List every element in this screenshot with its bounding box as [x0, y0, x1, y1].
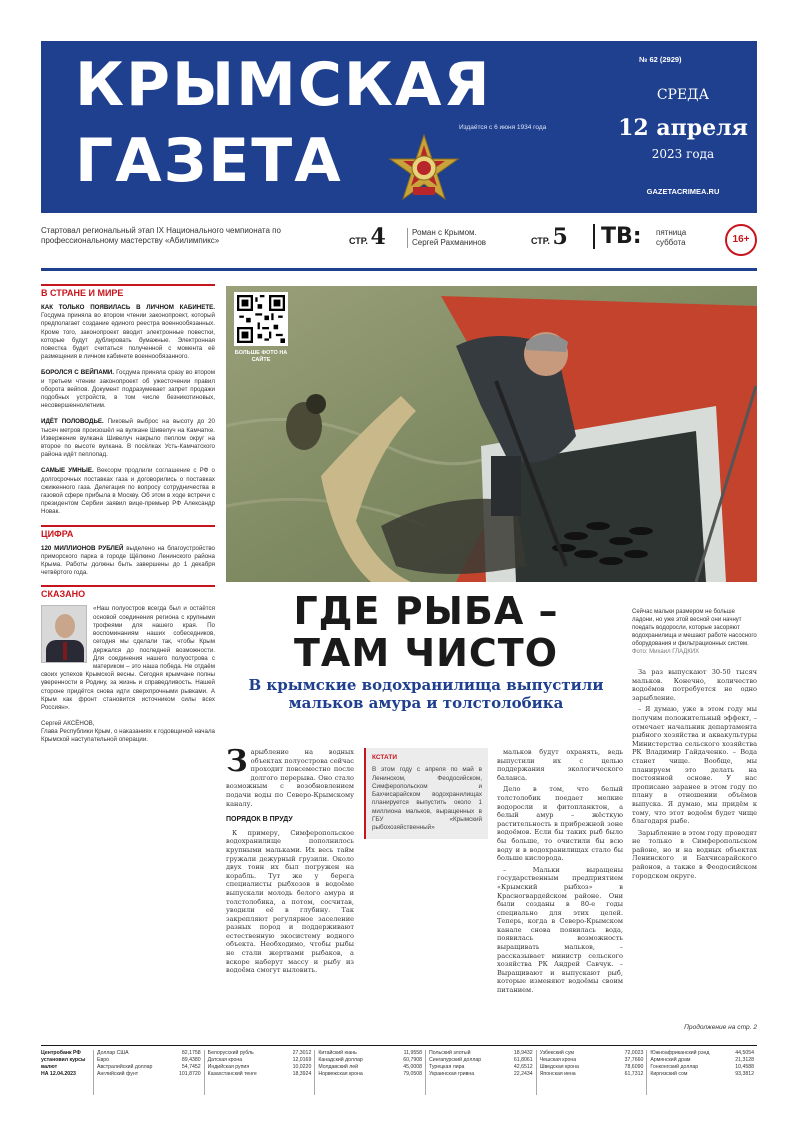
- quote-block: [41, 605, 215, 744]
- author-portrait: [41, 605, 87, 663]
- rate-row: Японская иена 61,7312: [539, 1071, 644, 1077]
- weekday: СРЕДА: [656, 87, 710, 103]
- rate-row: Австралийский доллар 54,7452: [97, 1064, 201, 1070]
- quote-author: Сергей АКСЁНОВ, Глава Республики Крым, о наказаниях к годовщиной начала Крымской наступательной операции.: [41, 720, 215, 744]
- left-column: [41, 284, 215, 744]
- age-rating-badge: 16+: [725, 224, 757, 256]
- quote-text: «Наш полуостров всегда был и остаётся основой соединения региона с крупными трофеями для нашего края. По воспоминаниям наших собеседников, сегодня мы сделали так, чтобы Крым держался до последней возможности. Для соединения нашего полуострова с материком – это наша победа. Не отдаём своих успехов Крымской весны. Сегодня крымчане полны уверенности в Родину, за жизнь и справедливость. Нашей стороне придётся снова идти сверхпрочными рывками. А Крым как фронт становится источником силы всех Россиян».: [41, 605, 215, 711]
- newspaper-title-line1: КРЫМСКАЯ: [75, 50, 492, 120]
- rate-row: Южноафриканский рэнд 44,5054: [650, 1050, 755, 1056]
- teaser-page-4[interactable]: СТР. 4: [349, 224, 386, 250]
- rate-row: Норвежская крона 79,0508: [318, 1071, 423, 1077]
- teaser-page-5[interactable]: СТР. 5: [531, 224, 568, 250]
- order-emblem-icon: [387, 133, 461, 207]
- news-brief: САМЫЕ УМНЫЕ. Вексорм продлили соглашение с РФ о долгосрочных поставках газа и договорились о поставках сжиженного газа. Делегация по вопросу сотрудничества в газовой сфере прибыла в Москву. Об этом в ходе встречи с президентом Сербии заявил вице-премьер РФ Александр Новак.: [41, 467, 215, 516]
- teaser-abilympics[interactable]: Стартовал региональный этап IX Национального чемпионата по профессиональному мастерству «Абилимпикс»: [41, 226, 281, 245]
- rate-row: Датская крона 12,0169: [207, 1057, 312, 1063]
- rates-column: [536, 1050, 647, 1095]
- news-brief: БОРОЛСЯ С ВЕЙПАМИ. Госдума приняла сразу во втором и третьем чтении законопроект об ужесточении правил оборота вейпов. Документ подразумевает запрет продажи подобных устройств, в том числе безникотиновых, несовершеннолетним.: [41, 369, 215, 410]
- rate-row: Армянский драм 21,3128: [650, 1057, 755, 1063]
- figure-brief: 120 МИЛЛИОНОВ РУБЛЕЙ выделено на благоустройство приморского парка в городе Щёлкино Ленинского района Крыма. Работы должны быть завершены до 1 декабря четвёртого года.: [41, 544, 215, 577]
- rate-row: Молдавский лей 45,0008: [318, 1064, 423, 1070]
- rate-row: Киргизский сом 93,3812: [650, 1071, 755, 1077]
- section-figure-header: ЦИФРА: [41, 525, 215, 539]
- issue-number: № 62 (2929): [639, 55, 682, 64]
- rates-label: Центробанк РФ установил курсы валют НА 12.04.2023: [41, 1050, 86, 1077]
- website-link[interactable]: GAZETACRIMEA.RU: [646, 187, 720, 196]
- founded-note: Издаётся с 6 июня 1934 года: [459, 124, 547, 131]
- rates-column: [314, 1050, 425, 1095]
- rate-row: Польский злотый 18,9432: [429, 1050, 533, 1056]
- rate-row: Доллар США 82,1758: [97, 1050, 201, 1056]
- article-subheadline: В крымские водохранилища выпустили мальков амура и толстолобика: [248, 676, 604, 712]
- news-brief: КАК ТОЛЬКО ПОЯВИЛАСЬ В ЛИЧНОМ КАБИНЕТЕ. Госдума приняла во втором чтении законопроект, который предполагает создание единого реестра военнообязанных. Кроме того, законопроект вводит электронные повестки, которые будут дублировать бумажные. Электронная повестка будет считаться полученной с момента её размещения в личном кабинете военнообязанного.: [41, 304, 215, 361]
- rate-row: Чешская крона 37,7660: [539, 1057, 644, 1063]
- teaser-rachmaninov[interactable]: Роман с Крымом. Сергей Рахманинов: [407, 228, 486, 248]
- rate-row: Сингапурский доллар 61,8061: [429, 1057, 533, 1063]
- photo-caption: Сейчас мальки размером не больше ладони, но уже этой весной они начнут поедать водоросли, которые засоряют водохранилища и мешают работе насосного оборудования и фильтрационных систем. Фото: Михаил ГЛАДКИХ: [632, 609, 757, 655]
- rate-row: Китайский юань 11,9558: [318, 1050, 423, 1056]
- rate-row: Украинская гривна 22,2434: [429, 1071, 533, 1077]
- rates-column: [425, 1050, 536, 1095]
- article-subtitle: ПОРЯДОК В ПРУДУ: [226, 816, 293, 824]
- rate-row: Индийская рупия 10,0220: [207, 1064, 312, 1070]
- tv-days: пятница суббота: [656, 228, 687, 247]
- article-column-1: З арыбление на водных объектах полуострова сейчас проходит повсеместно после долгого перерыва. Оно стало возможным с возобновлением подачи воды по Северо-Крымскому каналу. ПОРЯДОК В ПРУДУ К примеру, Симферопольское водохранилище пополнилось крупными мальками. Их весь тайм гружали дежурный грузили. Около двух тонн их был погружен на корабль. Тут же у берега специалисты рыбхозов в водоёме выпускали молодь белого амура и толстолобика, а потом, сосчитав, уводили её в глубину. Так закрепляют регулярное заселение разных пород и поддерживают естественную экосистему водного объекта. Необходимо, чтобы рыбы не стали жертвами рыбаков, а вскоре наберут массу и рыбу из водоёма смогут выловить.: [226, 744, 354, 975]
- article-column-3: мальков будут охранять, ведь выпустили их с целью поддержания экологического баланса. Дело в том, что белый толстолобик поедает мелкие водоросли и фитопланктон, а белый амур – жёсткую растительность в прибрежной зоне водоёмов. Если бы таких рыб было бы больше, то очистили бы всю воду и в водохранилищах стало бы больше кислорода. – Мальки выращены государственным предприятием «Крымский рыбхоз» в Красногвардейском районе. Они были созданы в 80-е годы специально для этих целей. Теперь, когда в Северо-Крымском канале снова появилась вода, появилась возможность выращивать мальков, – рассказывает министр сельского хозяйства РК Андрей Савчук. – Выращивают и выпускают рыб, которые изменяют водоёмы своим питанием.: [497, 748, 623, 995]
- issue-date: 12 апреля: [618, 115, 748, 141]
- rate-row: Белорусский рубль 27,3012: [207, 1050, 312, 1056]
- teaser-strip: [41, 222, 757, 262]
- rates-column: [93, 1050, 204, 1095]
- rates-column: [204, 1050, 315, 1095]
- divider: [41, 268, 757, 271]
- rate-row: Евро 89,4380: [97, 1057, 201, 1063]
- rates-column: [646, 1050, 757, 1095]
- drop-cap: З: [226, 744, 248, 779]
- rate-row: Английский фунт 101,8720: [97, 1071, 201, 1077]
- tv-program-label[interactable]: ТВ:: [593, 224, 642, 249]
- section-quote-header: СКАЗАНО: [41, 585, 215, 599]
- rate-row: Шведская крона 78,6090: [539, 1064, 644, 1070]
- continued-link[interactable]: Продолжение на стр. 2: [684, 1024, 757, 1031]
- rate-row: Гонконгский доллар 10,4588: [650, 1064, 755, 1070]
- rate-row: Турецкая лира 42,6512: [429, 1064, 533, 1070]
- news-brief: ИДЁТ ПОЛОВОДЬЕ. Пиковый выброс на высоту до 20 тысяч метров произошёл на вулкане Шивелуч на Камчатке. Извержение вулкана Шивелуч накрыло пеплом округ на второе по высоте вулкана. В посёлках Усть-Камчатского района идёт пеплопад.: [41, 418, 216, 459]
- article-column-4: За раз выпускают 30-50 тысяч мальков. Конечно, количество водоёмов потребуется не одно зарыбление. – Я думаю, уже в этом году мы получим положительный эффект, – отмечает начальник департамента рыбного хозяйства и аквакультуры Министерства сельского хозяйства РК Владимир Гайдаченко. – Вода станет чище. Вообще, мы планируем это делать на постоянной основе. У нас прописано заранее в этом году по плану в отношении объёмов выпуска. Я думаю, мы придём к тому, что этот водоём будет чище благодаря рыбе. Зарыбление в этом году проводят не только в Симферопольском районе, но и на водных объектах Ленинского и Бахчисарайского районов, а также в Феодосийском городском округе.: [632, 668, 757, 880]
- article-column-2: [364, 748, 488, 845]
- article-headline: ГДЕ РЫБА – ТАМ ЧИСТО: [293, 589, 559, 675]
- section-news-header: В СТРАНЕ И МИРЕ: [41, 284, 215, 298]
- rate-row: Узбекский сум 72,0023: [539, 1050, 644, 1056]
- qr-caption: БОЛЬШЕ ФОТО НА САЙТЕ: [234, 350, 288, 363]
- currency-rates: [41, 1045, 757, 1095]
- rate-row: Казахстанский тенге 18,3924: [207, 1071, 312, 1077]
- rate-row: Канадский доллар 60,7908: [318, 1057, 423, 1063]
- sidebar-header: КСТАТИ: [372, 754, 397, 761]
- qr-code-icon[interactable]: [234, 292, 288, 346]
- newspaper-title-line2: ГАЗЕТА: [75, 126, 343, 196]
- issue-year: 2023 года: [651, 147, 715, 161]
- issue-info: [609, 41, 757, 213]
- fish-release-photo: [226, 286, 757, 582]
- photo-credit: Фото: Михаил ГЛАДКИХ: [632, 649, 700, 655]
- sidebar-kstati: КСТАТИ В этом году с апреля по май в Ленинском, Феодосийском, Симферопольском и Бахчисарайском водохранилищах планируется выпустить около 1 миллиона мальков, выращенных в ГБУ «Крымский рыбохозяйственный»: [364, 748, 488, 839]
- masthead: [41, 41, 757, 213]
